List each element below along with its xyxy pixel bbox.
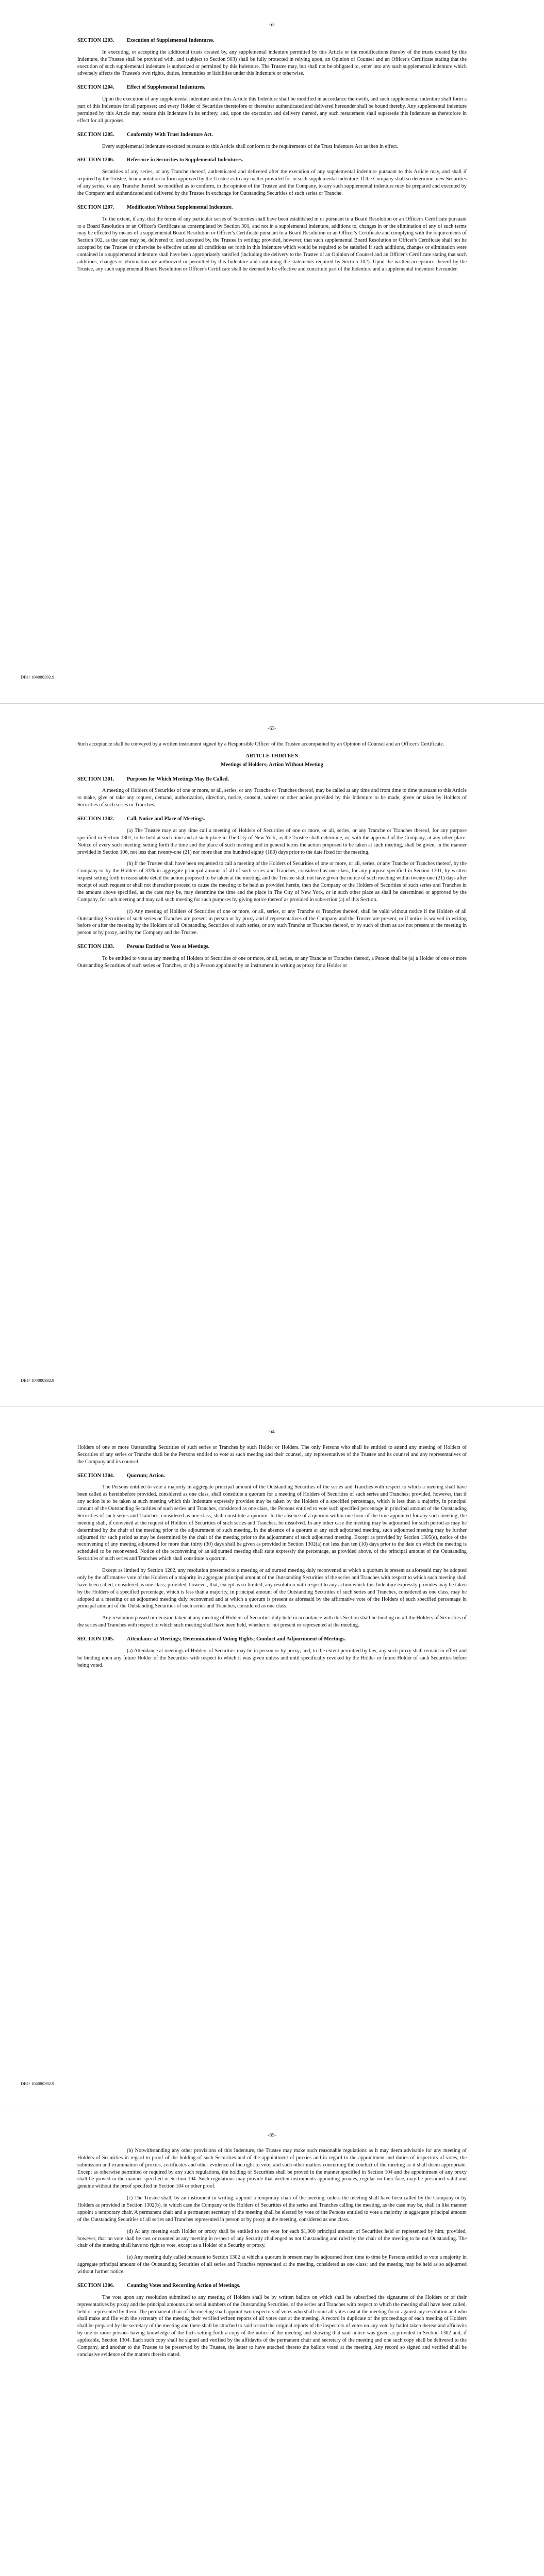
paragraph: In executing, or accepting the additional trusts created by, any supplemental indenture permitted by this Article or the modifications thereby of the trusts created by this Indenture, the Trustee shall be provided with, and (subject to Section 903) shall be fully protected in relying upon, an Opinion of Counsel and an Officer's Certificate stating that the execution of such supplemental indenture is authorized or permitted by this Indenture. The Trustee may, but shall not be obligated to, enter into any such supplemental indenture which adversely affects the Trustee's own rights, duties, immunities or liabilities under this Indenture or otherwise. [77, 49, 467, 77]
paragraph: (b) Notwithstanding any other provisions of this Indenture, the Trustee may make such reasonable regulations as it may deem advisable for any meeting of Holders of Securities in regard to proof of the holding of such Securities and of the appointment of proxies and in regard to the appointment and duties of inspectors of votes, the submission and examination of proxies, certificates and other evidence of the right to vote, and such other matters concerning the conduct of the meeting as it shall deem appropriate. Except as otherwise permitted or required by any such regulations, the holding of Securities shall be proved in the manner specified in Section 104 and the appointment of any proxy shall be proved in the manner specified in Section 104. Such regulations may provide that written instruments appointing proxies, regular on their face, may be presumed valid and genuine without the proof specified in Section 104 or other proof. [77, 2147, 467, 2190]
page-number: -63- [268, 726, 276, 732]
paragraph: The Persons entitled to vote a majority in aggregate principal amount of the Outstanding Securities of the series and Tranches with respect to which a meeting shall have been called as hereinbefore provided, considered as one class, shall constitute a quorum for a meeting of Holders of Securities of such series and Tranches; provided, however, that if any action is to be taken at such meeting which this Indenture expressly provides may be taken by the Holders of a specified percentage, which is less than a majority, in principal amount of the Outstanding Securities of such series and Tranches, considered as one class, the Persons entitled to vote such specified percentage in principal amount of the Outstanding Securities of such series and Tranches, considered as one class, shall constitute a quorum. In the absence of a quorum within one hour of the time appointed for any such meeting, the meeting shall, if convened at the request of Holders of Securities of such series and Tranches, be dissolved. In any other case the meeting may be adjourned for such period as may be determined by the chair of the meeting prior to the adjournment of such meeting. In the absence of a quorum at any such adjourned meeting, such adjourned meeting may be further adjourned for such period as may be determined by the chair of the meeting prior to the adjournment of such adjourned meeting. Except as provided by Section 1305(e), notice of the reconvening of any meeting adjourned for more than thirty (30) days shall be given as provided in Section 1302(a) not less than ten (10) days prior to the date on which the meeting is scheduled to be reconvened. Notice of the reconvening of an adjourned meeting shall state expressly the percentage, as provided above, of the principal amount of the Outstanding Securities of such series and Tranches which shall constitute a quorum. [77, 1484, 467, 1562]
document-id: DB1/ 104080392.9 [21, 674, 55, 680]
paragraph: Holders of one or more Outstanding Securities of such series or Tranches by such Holder or Holders. The only Persons who shall be entitled to attend any meeting of Holders of Securities of any series or Tranche shall be the Persons entitled to vote at such meeting and their counsel, any representatives of the Trustee and its counsel and any representatives of the Company and its counsel. [77, 1444, 467, 1465]
paragraph: Upon the execution of any supplemental indenture under this Article this Indenture shall be modified in accordance therewith, and such supplemental indenture shall form a part of this Indenture for all purposes; and every Holder of Securities theretofore or thereafter authenticated and delivered hereunder shall be bound thereby. Any supplemental indenture permitted by this Article may restate this Indenture in its entirety, and, upon the execution and delivery thereof, any such restatement shall supersede this Indenture as theretofore in effect for all purposes. [77, 96, 467, 124]
section-heading: SECTION 1205. Conformity With Trust Indenture Act. [77, 131, 213, 138]
paragraph: A meeting of Holders of Securities of one or more, or all, series, or any Tranche or Tranches thereof, may be called at any time and from time to time pursuant to this Article to make, give or take any request, demand, authorization, direction, notice, consent, waiver or other action provided by this Indenture to be made, given or taken by Holders of Securities of such series or Tranches. [77, 788, 467, 808]
section-heading: SECTION 1301. Purposes for Which Meetings May Be Called. [77, 776, 229, 782]
page [0, 703, 544, 1406]
paragraph: Except as limited by Section 1202, any resolution presented to a meeting or adjourned meeting duly reconvened at which a quorum is present as aforesaid may be adopted only by the affirmative vote of the Holders of a majority in aggregate principal amount of the Outstanding Securities of the series and Tranches with respect to which such meeting shall have been called, considered as one class; provided, however, that, except as so limited, any resolution with respect to any action which this Indenture expressly provides may be taken by the Holders of a specified percentage, which is less than a majority, in principal amount of the Outstanding Securities of such series and Tranches, considered as one class, may be adopted at a meeting or an adjourned meeting duly reconvened and at which a quorum is present as aforesaid by the affirmative vote of the Holders of such specified percentage in principal amount of the Outstanding Securities of such series and Tranches, considered as one class. [77, 1568, 467, 1609]
paragraph: To the extent, if any, that the terms of any particular series of Securities shall have been established in or pursuant to a Board Resolution or an Officer's Certificate pursuant to a Board Resolution or an Officer's Certificate as contemplated by Section 301, and not in a supplemental indenture, additions to, changes in or the elimination of any of such terms may be effected by means of a supplemental Board Resolution or Officer's Certificate pursuant to a Board Resolution or an Officer's Certificate and complying with the requirements of Section 102, as the case may be, delivered to, and accepted by, the Trustee in writing; provided, however, that such supplemental Board Resolution or Officer's Certificate shall not be accepted by the Trustee or otherwise be effective unless all conditions set forth in this Indenture which would be required to be satisfied if such additions, changes or elimination were contained in a supplemental indenture shall have been appropriately satisfied (including the delivery to the Trustee of an Opinion of Counsel and an Officer's Certificate stating that such additions, changes or elimination are authorized or permitted by this Indenture and containing the statements required by Section 102). Upon the written acceptance thereof by the Trustee, any such supplemental Board Resolution or Officer's Certificate shall be deemed to be effective and constitute part of the Indenture and a supplemental indenture hereunder. [77, 216, 467, 272]
paragraph: (c) Any meeting of Holders of Securities of one or more, or all, series, or any Tranche or Tranches thereof, shall be valid without notice if the Holders of all Outstanding Securities of such series or Tranches are present in person or by proxy and if representatives of the Company and the Trustee are present, or if notice is waived in writing before or after the meeting by the Holders of all Outstanding Securities of such series, or any such Tranche or Tranches thereof, or by such of them as are not present at the meeting in person or by proxy, and by the Company and the Trustee. [77, 908, 467, 936]
paragraph: (a) Attendance at meetings of Holders of Securities may be in person or by proxy; and, to the extent permitted by law, any such proxy shall remain in effect and be binding upon any future Holder of the Securities with respect to which it was given unless and until specifically revoked by the Holder or future Holder of such Securities before being voted. [77, 1648, 467, 1668]
article-title: ARTICLE THIRTEEN [245, 753, 299, 759]
section-heading: SECTION 1203. Execution of Supplemental Indentures. [77, 37, 215, 43]
section-heading: SECTION 1302. Call, Notice and Place of Meetings. [77, 816, 205, 822]
page-number: -62- [268, 22, 276, 28]
page [0, 0, 544, 703]
section-heading: SECTION 1305. Attendance at Meetings; Determination of Voting Rights; Conduct and Adjournment of Meetings. [77, 1636, 346, 1642]
paragraph: (a) The Trustee may at any time call a meeting of Holders of Securities of one or more, or all, series, or any Tranche or Tranches thereof, for any purpose specified in Section 1301, to be held at such time and at such place in The City of New York, as the Trustee shall determine, or, with the approval of the Company, at any other place. Notice of every such meeting, setting forth the time and the place of such meeting and in general terms the action proposed to be taken at such meeting, shall be given, in the manner provided in Section 106, not less than twenty-one (21) nor more than one hundred eighty (180) days prior to the date fixed for the meeting. [77, 827, 467, 855]
paragraph: Securities of any series, or any Tranche thereof, authenticated and delivered after the execution of any supplemental indenture pursuant to this Article may, and shall if required by the Trustee, bear a notation in form approved by the Trustee as to any matter provided for in such supplemental indenture. If the Company shall so determine, new Securities of any series, or any Tranche thereof, so modified as to conform, in the opinion of the Trustee and the Company, to any such supplemental indenture may be prepared and executed by the Company and authenticated and delivered by the Trustee in exchange for Outstanding Securities of such series or Tranche. [77, 169, 467, 196]
paragraph: The vote upon any resolution submitted to any meeting of Holders shall be by written ballots on which shall be subscribed the signatures of the Holders or of their representatives by proxy and the principal amounts and serial numbers of the Outstanding Securities, of the series and Tranches with respect to which the meeting shall have been called, held or represented by them. The permanent chair of the meeting shall appoint two inspectors of votes who shall count all votes cast at the meeting for or against any resolution and who shall make and file with the secretary of the meeting their verified written reports of all votes cast at the meeting. A record in duplicate of the proceedings of each meeting of Holders shall be prepared by the secretary of the meeting and there shall be attached to said record the original reports of the inspectors of votes on any vote by ballot taken thereat and affidavits by one or more persons having knowledge of the facts setting forth a copy of the notice of the meeting and showing that said notice was given as provided in Section 1302 and, if applicable, Section 1304. Each such copy shall be signed and verified by the affidavits of the permanent chair and secretary of the meeting and one such copy shall be delivered to the Company, and another to the Trustee to be preserved by the Trustee, the latter to have attached thereto the ballots voted at the meeting. Any record so signed and verified shall be conclusive evidence of the matters therein stated. [77, 2294, 467, 2358]
paragraph: Such acceptance shall be conveyed by a written instrument signed by a Responsible Officer of the Trustee accompanied by an Opinion of Counsel and an Officer's Certificate. [77, 741, 444, 747]
page-number: -65- [268, 2132, 276, 2138]
section-heading: SECTION 1303. Persons Entitled to Vote at Meetings. [77, 944, 210, 950]
paragraph: (b) If the Trustee shall have been requested to call a meeting of the Holders of Securities of one or more, or all, series, or any Tranche or Tranches thereof, by the Company or by the Holders of 33% in aggregate principal amount of all of such series and Tranches, considered as one class, for any purpose specified in Section 1301, by written request setting forth in reasonable detail the action proposed to be taken at the meeting, and the Trustee shall not have given the notice of such meeting within twenty-one (21) days after receipt of such request or shall not thereafter proceed to cause the meeting to be held as provided herein, then the Company or the Holders of Securities of such series and Tranches in the amount above specified, as the case may be, may determine the time and the place in The City of New York, or in such other place as shall be determined or approved by the Company, for such meeting and may call such meeting for such purposes by giving notice thereof as provided in subsection (a) of this Section. [77, 861, 467, 903]
paragraph: To be entitled to vote at any meeting of Holders of Securities of one or more, or all, series, or any Tranche or Tranches thereof, a Person shall be (a) a Holder of one or more Outstanding Securities of such series or Tranches, or (b) a Person appointed by an instrument in writing as proxy for a Holder or [77, 956, 467, 969]
page-number: -64- [268, 1429, 276, 1435]
paragraph: (e) Any meeting duly called pursuant to Section 1302 at which a quorum is present may be adjourned from time to time by Persons entitled to vote a majority in aggregate principal amount of the Outstanding Securities of all series and Tranches represented at the meeting, considered as one class; and the meeting may be held as so adjourned without further notice. [77, 2255, 467, 2275]
section-heading: SECTION 1206. Reference in Securities to Supplemental Indentures. [77, 157, 243, 163]
section-heading: SECTION 1306. Counting Votes and Recording Action of Meetings. [77, 2282, 240, 2289]
section-heading: SECTION 1207. Modification Without Supplemental Indenture. [77, 204, 233, 210]
page [0, 1406, 544, 2110]
document-id: DB1/ 104080392.9 [21, 1378, 55, 1383]
document-id: DB1/ 104080392.9 [21, 2081, 55, 2087]
section-heading: SECTION 1304. Quorum; Action. [77, 1472, 166, 1479]
page [0, 2110, 544, 2576]
section-heading: SECTION 1204. Effect of Supplemental Indentures. [77, 84, 206, 91]
paragraph: Every supplemental indenture executed pursuant to this Article shall conform to the requirements of the Trust Indenture Act as then in effect. [102, 143, 399, 149]
paragraph: (c) The Trustee shall, by an instrument in writing, appoint a temporary chair of the meeting, unless the meeting shall have been called by the Company or by Holders as provided in Section 1302(b), in which case the Company or the Holders of Securities of the series and Tranches calling the meeting, as the case may be, shall in like manner appoint a temporary chair. A permanent chair and a permanent secretary of the meeting shall be elected by vote of the Persons entitled to vote a majority in aggregate principal amount of the Outstanding Securities of all series and Tranches represented in person or by proxy at the meeting, considered as one class. [77, 2195, 467, 2223]
article-subtitle: Meetings of Holders; Action Without Meeting [221, 761, 323, 768]
paragraph: Any resolution passed or decision taken at any meeting of Holders of Securities duly held in accordance with this Section shall be binding on all the Holders of Securities of the series and Tranches with respect to which such meeting shall have been held, whether or not present or represented at the meeting. [77, 1615, 467, 1629]
paragraph: (d) At any meeting each Holder or proxy shall be entitled to one vote for each $1,000 principal amount of Securities held or represented by him; provided, however, that no vote shall be cast or counted at any meeting in respect of any Security challenged as not Outstanding and ruled by the chair of the meeting to be not Outstanding. The chair of the meeting shall have no right to vote, except as a Holder of a Security or proxy. [77, 2228, 467, 2249]
